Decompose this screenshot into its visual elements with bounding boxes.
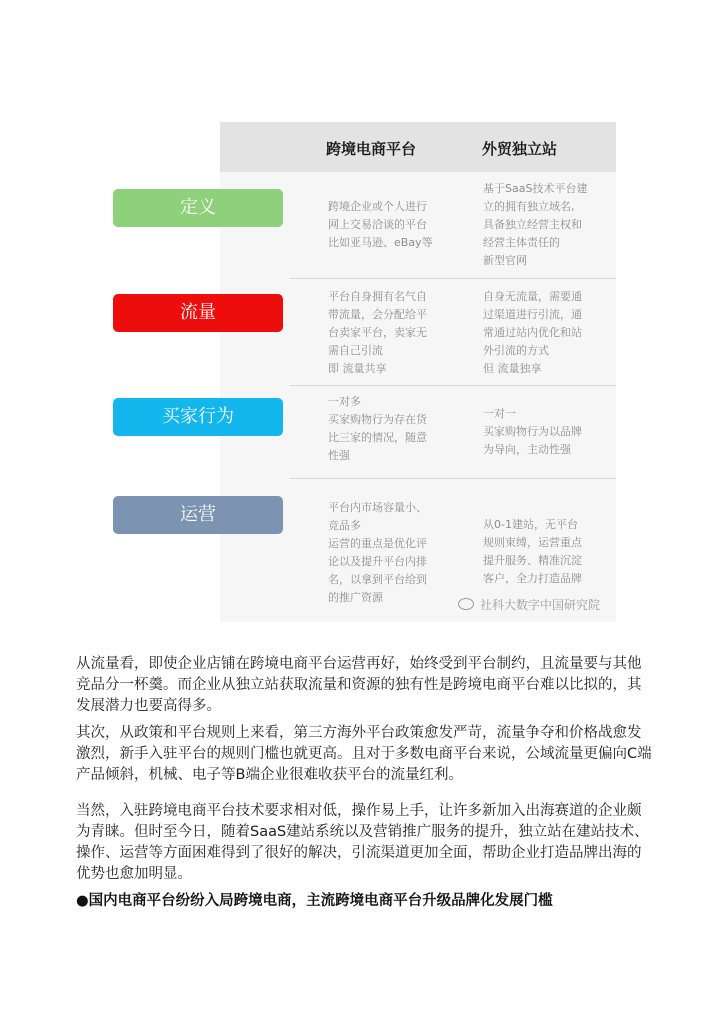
paragraph-tech: 当然，入驻跨境电商平台技术要求相对低，操作易上手，让许多新加入出海赛道的企业颇为青睐。但时至今日，随着SaaS建站系统以及营销推广服务的提升，独立站在建站技术、操作、运营等方面困难得到了很好的解决，引流渠道更加全面，帮助企业打造品牌出海的优势也愈加明显。 (76, 803, 649, 882)
column-title-independent-site: 外贸独立站 (482, 140, 558, 158)
paragraph-policy: 其次，从政策和平台规则上来看，第三方海外平台政策愈发严苛，流量争夺和价格战愈发激烈，新手入驻平台的规则门槛也就更高。且对于多数电商平台来说，公域流量更偏向C端产品倾斜，机械、电子等B端企业很难收获平台的流量红利。 (76, 725, 652, 783)
wechat-icon (458, 598, 474, 610)
row-divider (290, 385, 616, 386)
section-heading: ●国内电商平台纷纷入局跨境电商，主流跨境电商平台升级品牌化发展门槛 (76, 893, 553, 909)
label-operations: 运营 (113, 496, 283, 534)
watermark-text: 社科大数字中国研究院 (480, 598, 601, 612)
cell-definition-platform: 跨境企业或个人进行 网上交易洽谈的平台 比如亚马逊、eBay等 (328, 200, 433, 249)
cell-operations-platform: 平台内市场容量小、 竞品多 运营的重点是优化评 论以及提升平台内排 名，以拿到平台给到 的推广资源 (328, 501, 427, 604)
cell-operations-independent-site: 从0-1建站，无平台 规则束缚，运营重点 提升服务、精准沉淀 客户，全力打造品牌 (483, 518, 582, 585)
row-divider (290, 278, 616, 279)
label-traffic: 流量 (113, 294, 283, 332)
label-buyer-behavior: 买家行为 (113, 398, 283, 436)
cell-traffic-platform: 平台自身拥有名气自 带流量，会分配给平 台卖家平台，卖家无 需自己引流 即 流量共享 (328, 290, 427, 375)
paragraph-traffic: 从流量看，即使企业店铺在跨境电商平台运营再好，始终受到平台制约，且流量要与其他竞品分一杯羹。而企业从独立站获取流量和资源的独有性是跨境电商平台难以比拟的，其发展潜力也要高得多。 (76, 656, 642, 714)
row-divider (290, 478, 616, 479)
cell-definition-independent-site: 基于SaaS技术平台建 立的拥有独立域名, 具备独立经营主权和 经营主体责任的 新型官网 (483, 182, 588, 267)
column-title-platform: 跨境电商平台 (326, 140, 417, 158)
watermark (458, 596, 600, 613)
cell-buyer-platform: 一对多 买家购物行为存在货 比三家的情况，随意 性强 (328, 395, 427, 462)
comparison-figure (108, 120, 616, 625)
label-definition: 定义 (113, 189, 283, 227)
cell-buyer-independent-site: 一对一 买家购物行为以品牌 为导向，主动性强 (483, 407, 582, 456)
cell-traffic-independent-site: 自身无流量，需要通 过渠道进行引流，通 常通过站内优化和站 外引流的方式 但 流量独享 (483, 290, 582, 375)
